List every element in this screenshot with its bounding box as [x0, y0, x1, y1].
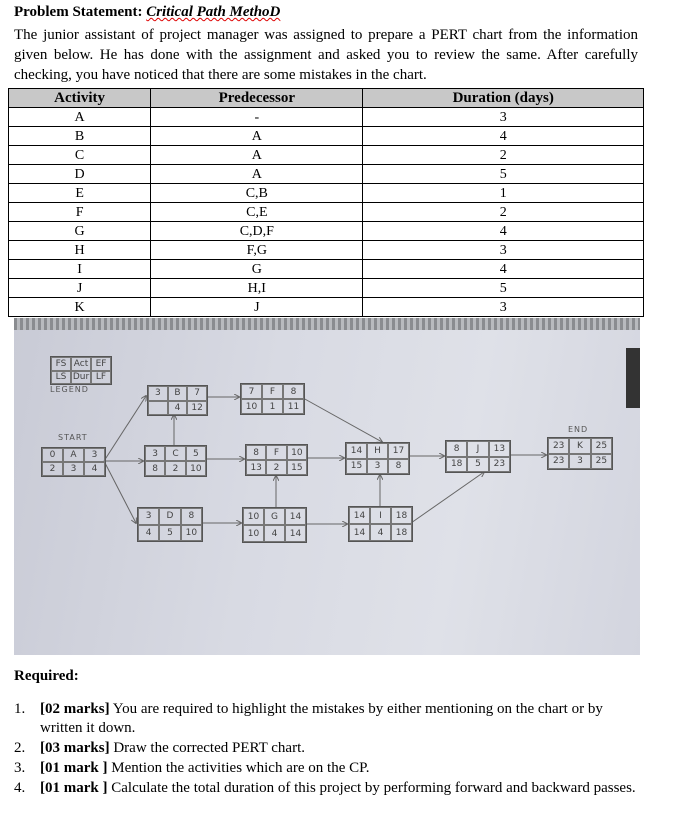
node-cell: C [165, 446, 185, 461]
node-i [348, 506, 413, 542]
node-g [242, 507, 307, 543]
table-cell: C [9, 146, 151, 165]
node-cell: 5 [467, 457, 488, 473]
end-label: END [568, 425, 589, 434]
table-row [9, 279, 644, 298]
node-cell: 14 [346, 443, 367, 459]
node-cell: 0 [42, 448, 63, 462]
legend-label: LEGEND [50, 385, 89, 394]
item-text: Calculate the total duration of this project by performing forward and backward passes. [111, 780, 636, 796]
problem-intro: The junior assistant of project manager was assigned to prepare a PERT chart from the information given below. He has done with the assignment and asked you to review the same. After carefully checking, you have noticed that there are some mistakes in the chart. [14, 27, 638, 83]
node-cell: 10 [241, 399, 262, 414]
table-row [9, 203, 644, 222]
pert-chart-photo [14, 318, 640, 655]
node-cell: 4 [138, 525, 159, 542]
table-cell: B [9, 127, 151, 146]
table-cell: 2 [363, 203, 644, 222]
node-a [41, 447, 106, 477]
table-cell: G [9, 222, 151, 241]
requirement-item [14, 759, 644, 778]
required-heading: Required: [14, 668, 79, 684]
node-cell: 8 [145, 461, 165, 476]
requirement-item [14, 700, 644, 738]
node-cell: 2 [165, 461, 185, 476]
node-cell: 8 [446, 441, 467, 457]
legend-cell: EF [91, 357, 111, 371]
title-label: Problem Statement: [14, 4, 143, 20]
node-cell: 7 [241, 384, 262, 399]
table-cell: C,D,F [151, 222, 363, 241]
node-f-top [240, 383, 305, 415]
node-cell: 5 [186, 446, 206, 461]
node-cell: D [159, 508, 180, 525]
table-cell: 4 [363, 260, 644, 279]
table-cell: 5 [363, 279, 644, 298]
node-cell: 13 [489, 441, 510, 457]
table-cell: H,I [151, 279, 363, 298]
node-cell: 8 [246, 445, 266, 460]
arrow-a-d [104, 461, 136, 523]
node-cell: 17 [388, 443, 409, 459]
column-header: Duration (days) [363, 89, 644, 108]
node-f-mid [245, 444, 308, 476]
node-cell: 8 [283, 384, 304, 399]
node-cell: 15 [287, 460, 307, 475]
node-cell: 12 [187, 401, 207, 416]
legend-cell: Act [71, 357, 91, 371]
title-topic: Critical Path MethoD [146, 4, 281, 20]
node-cell: 23 [489, 457, 510, 473]
legend-box [50, 356, 112, 385]
node-cell: 10 [243, 525, 264, 542]
node-cell: 10 [287, 445, 307, 460]
item-text: You are required to highlight the mistakes by either mentioning on the chart or by written it down. [40, 701, 603, 736]
node-cell: 14 [349, 507, 370, 524]
table-cell: I [9, 260, 151, 279]
node-k [547, 437, 613, 470]
node-cell: 15 [346, 459, 367, 475]
table-cell: E [9, 184, 151, 203]
node-cell [148, 401, 168, 416]
node-cell: H [367, 443, 388, 459]
table-cell: 4 [363, 127, 644, 146]
table-cell: J [151, 298, 363, 317]
node-cell: 3 [148, 386, 168, 401]
arrow-i-j [411, 472, 484, 523]
table-row [9, 184, 644, 203]
table-cell: 2 [363, 146, 644, 165]
node-cell: 23 [548, 454, 569, 470]
node-cell: 23 [548, 438, 569, 454]
table-row [9, 108, 644, 127]
node-cell: 3 [63, 462, 84, 476]
node-cell: F [266, 445, 286, 460]
item-marks: [01 mark ] [40, 780, 108, 796]
node-j [445, 440, 511, 473]
node-cell: 4 [168, 401, 188, 416]
item-marks: [01 mark ] [40, 760, 108, 776]
table-cell: K [9, 298, 151, 317]
arrow-a-b [104, 396, 146, 461]
node-cell: 4 [84, 462, 105, 476]
table-cell: A [151, 146, 363, 165]
item-text: Mention the activities which are on the CP. [111, 760, 370, 776]
table-row [9, 298, 644, 317]
node-cell: 5 [159, 525, 180, 542]
start-label: START [58, 433, 88, 442]
node-cell: 8 [388, 459, 409, 475]
node-cell: 14 [285, 525, 306, 542]
table-row [9, 241, 644, 260]
table-row [9, 127, 644, 146]
table-cell: F,G [151, 241, 363, 260]
table-cell: 5 [363, 165, 644, 184]
node-c [144, 445, 207, 477]
requirement-item [14, 739, 644, 758]
node-cell: 8 [181, 508, 202, 525]
node-cell: A [63, 448, 84, 462]
node-cell: 2 [266, 460, 286, 475]
node-cell: 4 [370, 524, 391, 541]
table-cell: 4 [363, 222, 644, 241]
table-cell: H [9, 241, 151, 260]
table-cell: D [9, 165, 151, 184]
node-cell: 11 [283, 399, 304, 414]
node-cell: 18 [446, 457, 467, 473]
item-marks: [02 marks] [40, 701, 110, 717]
item-number: 4. [14, 780, 26, 796]
table-row [9, 260, 644, 279]
node-cell: 25 [591, 438, 612, 454]
node-cell: 25 [591, 454, 612, 470]
node-cell: 13 [246, 460, 266, 475]
problem-title [14, 4, 280, 21]
legend-cell: LF [91, 371, 111, 385]
node-cell: 10 [186, 461, 206, 476]
node-d [137, 507, 203, 542]
requirements-list [14, 700, 644, 799]
table-cell: F [9, 203, 151, 222]
node-cell: 14 [285, 508, 306, 525]
node-cell: 18 [391, 507, 412, 524]
table-cell: A [151, 165, 363, 184]
table-cell: 3 [363, 108, 644, 127]
requirement-item [14, 779, 644, 798]
table-body [9, 108, 644, 317]
table-cell: 3 [363, 241, 644, 260]
legend-cell: Dur [72, 372, 90, 383]
node-cell: 3 [138, 508, 159, 525]
node-cell: 3 [569, 454, 590, 470]
node-b [147, 385, 208, 416]
table-cell: G [151, 260, 363, 279]
table-row [9, 222, 644, 241]
node-cell: G [264, 508, 285, 525]
node-cell: 3 [367, 459, 388, 475]
node-cell: B [168, 386, 188, 401]
node-cell: 7 [187, 386, 207, 401]
node-cell: 10 [243, 508, 264, 525]
item-marks: [03 marks] [40, 740, 110, 756]
table-cell: 1 [363, 184, 644, 203]
node-cell: 14 [349, 524, 370, 541]
node-cell: 3 [84, 448, 105, 462]
node-cell: K [569, 438, 590, 454]
node-cell: 1 [262, 399, 283, 414]
table-cell: C,B [151, 184, 363, 203]
column-header: Predecessor [151, 89, 363, 108]
node-cell: J [467, 441, 488, 457]
activity-table [8, 88, 644, 317]
node-cell: 18 [391, 524, 412, 541]
legend-cell: LS [51, 371, 71, 385]
node-h [345, 442, 410, 475]
table-cell: 3 [363, 298, 644, 317]
item-number: 3. [14, 760, 26, 776]
table-header-row [9, 89, 644, 108]
table-row [9, 165, 644, 184]
table-cell: J [9, 279, 151, 298]
node-cell: 2 [42, 462, 63, 476]
item-number: 1. [14, 701, 26, 717]
table-cell: C,E [151, 203, 363, 222]
table-cell: A [9, 108, 151, 127]
node-cell: 10 [181, 525, 202, 542]
node-cell: F [262, 384, 283, 399]
table-cell: A [151, 127, 363, 146]
table-row [9, 146, 644, 165]
node-cell: I [370, 507, 391, 524]
column-header: Activity [9, 89, 151, 108]
item-text: Draw the corrected PERT chart. [113, 740, 305, 756]
item-number: 2. [14, 740, 26, 756]
arrow-f1-h [303, 398, 382, 442]
node-cell: 4 [264, 525, 285, 542]
legend-cell: FS [51, 357, 71, 371]
node-cell: 3 [145, 446, 165, 461]
table-cell: - [151, 108, 363, 127]
